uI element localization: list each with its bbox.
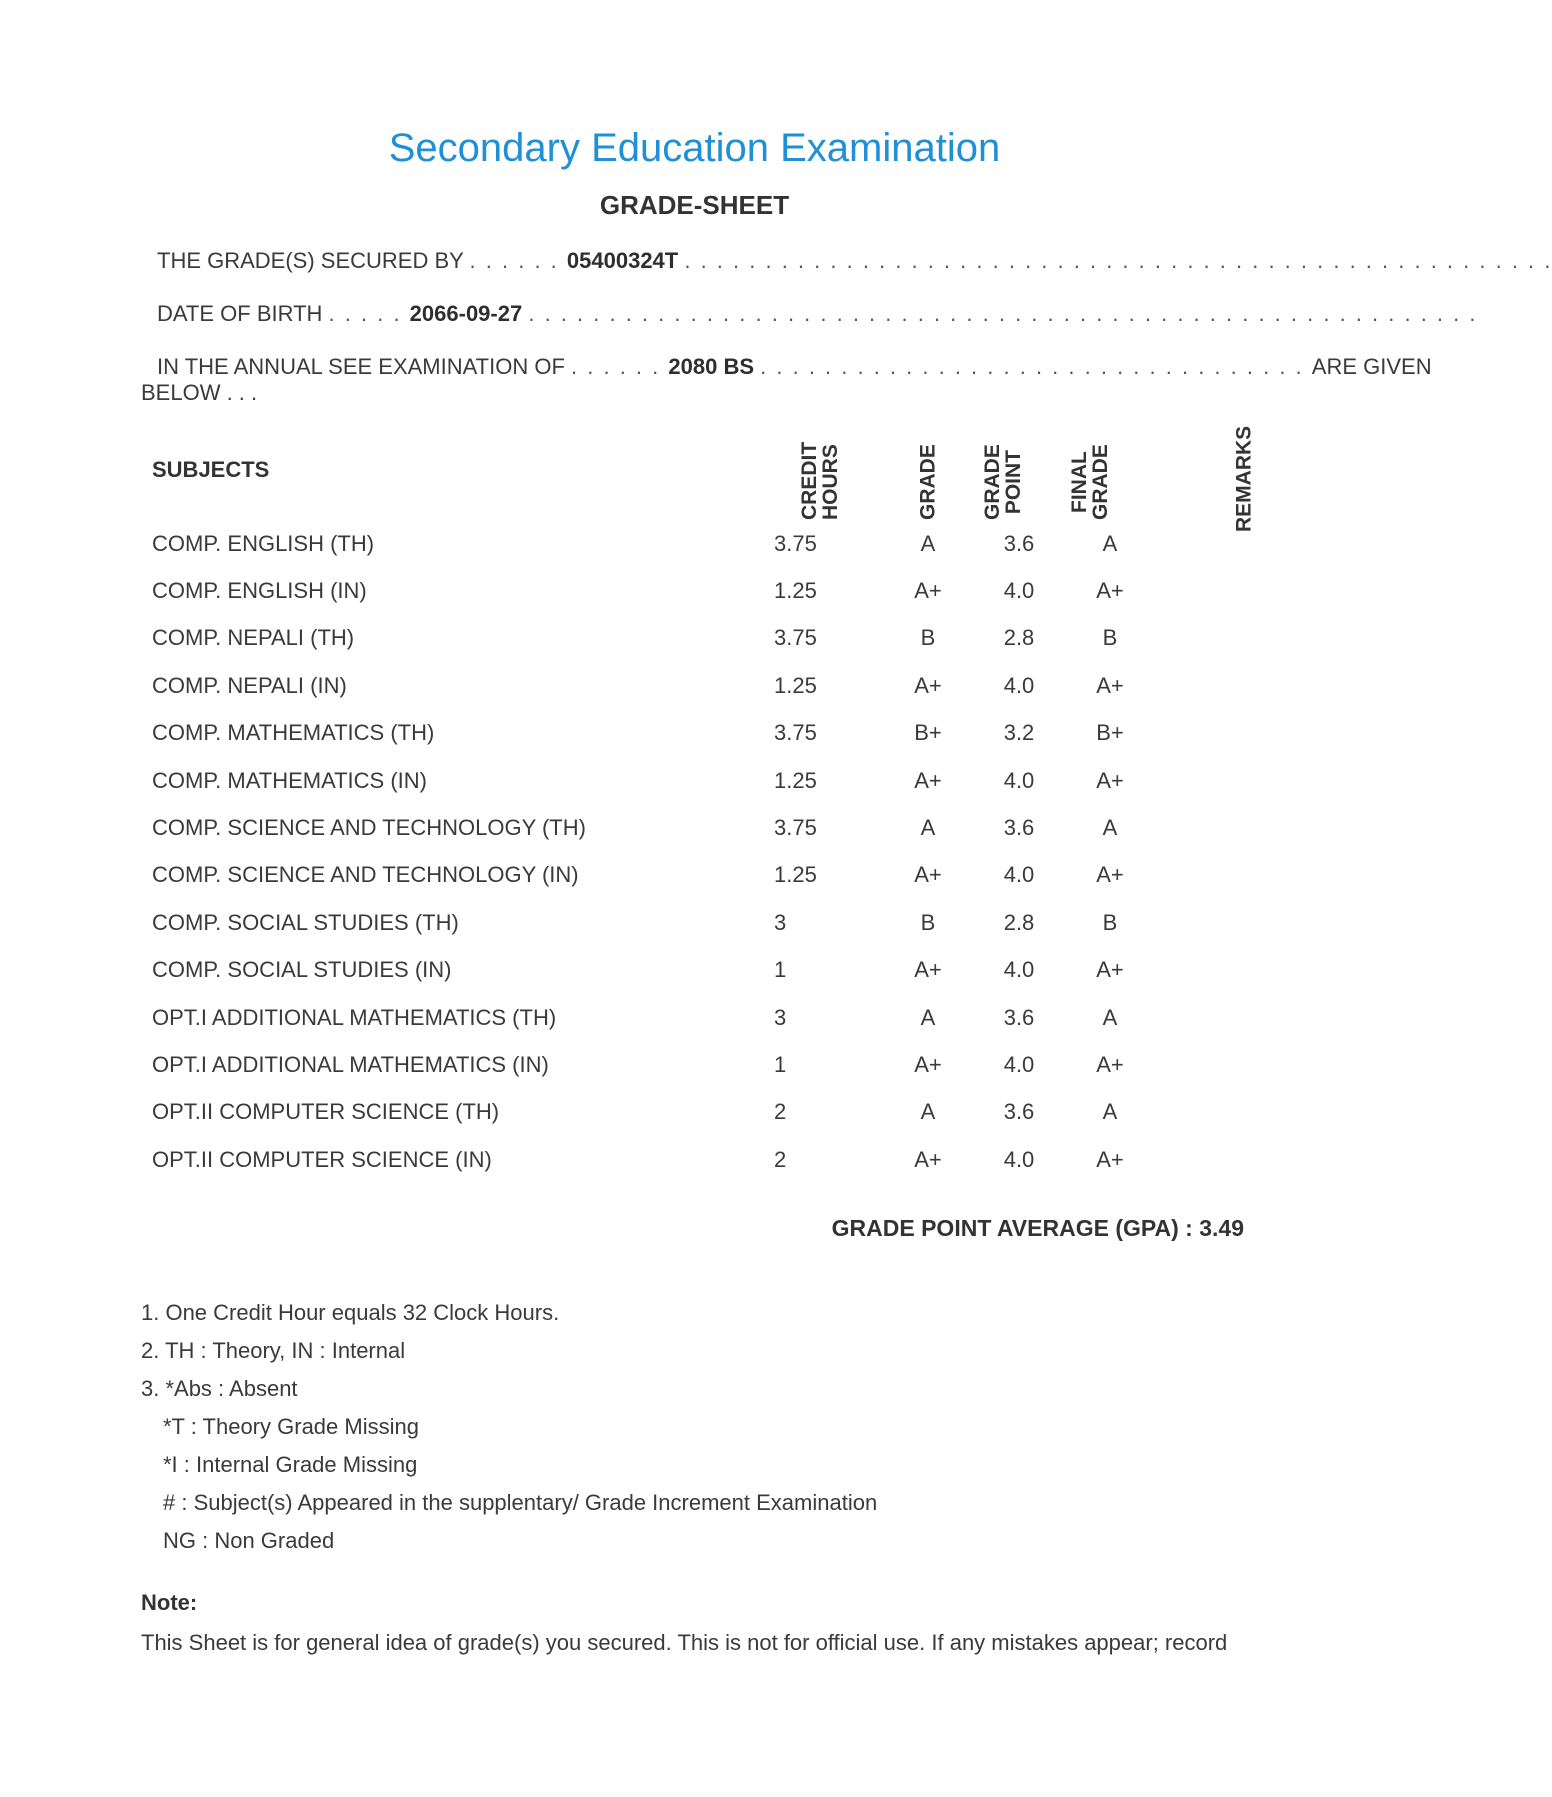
subject-cell: OPT.I ADDITIONAL MATHEMATICS (IN) [152,1051,549,1077]
grade-point-cell: 3.6 [1003,1099,1035,1125]
remarks-cell [1156,947,1286,994]
subject-cell: COMP. MATHEMATICS (TH) [152,720,435,746]
header-subjects: SUBJECTS [152,457,270,482]
final-grade-cell: A [1102,1004,1118,1030]
grade-point-cell: 2.8 [1003,625,1035,651]
grade-cell: B+ [914,720,942,746]
grade-cell: B [920,625,936,651]
subject-cell: COMP. SOCIAL STUDIES (TH) [152,909,459,935]
remarks-cell [1156,520,1286,567]
grade-point-cell: 4.0 [1003,957,1035,983]
grade-point-cell: 2.8 [1003,909,1035,935]
grades-table [141,420,1286,1183]
subject-cell: COMP. SCIENCE AND TECHNOLOGY (TH) [152,815,586,841]
credit-hours-cell: 3.75 [774,815,817,841]
dob-value: 2066-09-27 [409,301,523,326]
credit-hours-cell: 1.25 [774,578,817,604]
exam-line: IN THE ANNUAL SEE EXAMINATION OF . . . . . . 2080 BS . . . . . . . . . . . . . . . . . . . . . . . . . . . . . . . . . . ARE GIVEN [157,354,1432,379]
grade-cell: A+ [914,767,942,793]
grade-point-cell: 4.0 [1003,767,1035,793]
grade-cell: B [920,909,936,935]
subject-cell: OPT.I ADDITIONAL MATHEMATICS (TH) [152,1004,557,1030]
subject-cell: COMP. NEPALI (IN) [152,672,347,698]
remarks-cell [1156,710,1286,757]
table-row [141,1089,1286,1136]
final-grade-cell: A+ [1096,672,1124,698]
grade-cell: A+ [914,672,942,698]
grade-cell: A+ [914,578,942,604]
subject-cell: COMP. NEPALI (TH) [152,625,355,651]
page-title: Secondary Education Examination [388,126,1001,170]
below-label: BELOW . . . [141,380,258,405]
table-row [141,567,1286,614]
legend-item: 3. *Abs : Absent [141,1376,298,1401]
grade-cell: A+ [914,1146,942,1172]
dob-line: DATE OF BIRTH . . . . . 2066-09-27 . . . . . . . . . . . . . . . . . . . . . . . . . . . . . . . . . . . . . . . . . . . . . . . . . . . . . . . . . . . [157,301,1478,326]
subject-cell: OPT.II COMPUTER SCIENCE (TH) [152,1099,500,1125]
subject-cell: COMP. SCIENCE AND TECHNOLOGY (IN) [152,862,579,888]
exam-year: 2080 BS [668,354,755,379]
grade-point-cell: 4.0 [1003,672,1035,698]
credit-hours-cell: 3.75 [774,530,817,556]
subject-cell: OPT.II COMPUTER SCIENCE (IN) [152,1146,492,1172]
grade-point-cell: 4.0 [1003,578,1035,604]
final-grade-cell: A [1102,815,1118,841]
credit-hours-cell: 1.25 [774,862,817,888]
remarks-cell [1156,1041,1286,1088]
table-row [141,615,1286,662]
header-remarks: REMARKS [1232,425,1256,532]
credit-hours-cell: 2 [774,1146,787,1172]
gpa-summary: GRADE POINT AVERAGE (GPA) : 3.49 [831,1215,1244,1241]
legend-notes [141,1294,877,1560]
grade-cell: A [920,530,936,556]
credit-hours-cell: 3.75 [774,625,817,651]
legend-item: # : Subject(s) Appeared in the supplentary/ Grade Increment Examination [163,1490,878,1515]
grade-cell: A+ [914,1051,942,1077]
grade-point-cell: 4.0 [1003,1051,1035,1077]
table-row [141,710,1286,757]
legend-item: 2. TH : Theory, IN : Internal [141,1338,406,1363]
header-grade: GRADE [916,444,940,520]
symbol-number: 05400324T [566,248,679,273]
remarks-cell [1156,567,1286,614]
final-grade-cell: A [1102,530,1118,556]
remarks-cell [1156,615,1286,662]
legend-item: *T : Theory Grade Missing [163,1414,419,1439]
table-row [141,852,1286,899]
final-grade-cell: A+ [1096,578,1124,604]
grade-cell: A+ [914,957,942,983]
legend-item: 1. One Credit Hour equals 32 Clock Hours. [141,1300,560,1325]
credit-hours-cell: 1.25 [774,672,817,698]
final-grade-cell: B [1102,909,1118,935]
credit-hours-cell: 1.25 [774,767,817,793]
grade-point-cell: 3.6 [1003,815,1035,841]
dob-label: DATE OF BIRTH [157,301,323,326]
subject-cell: COMP. MATHEMATICS (IN) [152,767,427,793]
remarks-cell [1156,899,1286,946]
exam-label: IN THE ANNUAL SEE EXAMINATION OF [157,354,565,379]
note-heading: Note: [141,1590,198,1615]
subject-cell: COMP. ENGLISH (TH) [152,530,375,556]
grade-point-cell: 4.0 [1003,862,1035,888]
grade-point-cell: 4.0 [1003,1146,1035,1172]
legend-item: *I : Internal Grade Missing [163,1452,418,1477]
subject-cell: COMP. SOCIAL STUDIES (IN) [152,957,452,983]
table-row [141,1136,1286,1183]
table-row [141,757,1286,804]
table-row [141,520,1286,567]
header-grade-point: GRADE POINT [980,444,1025,520]
table-row [141,1041,1286,1088]
final-grade-cell: A+ [1096,957,1124,983]
grade-point-cell: 3.6 [1003,1004,1035,1030]
credit-hours-cell: 1 [774,957,787,983]
table-header-row [141,420,1286,520]
final-grade-cell: B+ [1096,720,1124,746]
final-grade-cell: B [1102,625,1118,651]
grade-cell: A [920,1099,936,1125]
grade-point-cell: 3.2 [1003,720,1035,746]
subject-cell: COMP. ENGLISH (IN) [152,578,367,604]
table-row [141,662,1286,709]
credit-hours-cell: 3.75 [774,720,817,746]
credit-hours-cell: 2 [774,1099,787,1125]
credit-hours-cell: 3 [774,1004,787,1030]
final-grade-cell: A+ [1096,862,1124,888]
given-label: ARE GIVEN [1311,354,1432,379]
page-subtitle: GRADE-SHEET [599,190,790,220]
final-grade-cell: A+ [1096,1051,1124,1077]
table-row [141,994,1286,1041]
legend-item: NG : Non Graded [163,1528,335,1553]
grade-cell: A+ [914,862,942,888]
final-grade-cell: A+ [1096,767,1124,793]
table-row [141,947,1286,994]
remarks-cell [1156,1089,1286,1136]
remarks-cell [1156,994,1286,1041]
credit-hours-cell: 1 [774,1051,787,1077]
table-row [141,899,1286,946]
secured-by-line: THE GRADE(S) SECURED BY . . . . . . 05400324T . . . . . . . . . . . . . . . . . . . . . . . . . . . . . . . . . . . . . . . . . . . . . . . . . . . . . . [157,248,1552,273]
header-credit-hours: CREDIT HOURS [798,441,842,520]
note-text: This Sheet is for general idea of grade(s) you secured. This is not for official use. If any mistakes appear; record [141,1630,1228,1655]
remarks-cell [1156,662,1286,709]
remarks-cell [1156,757,1286,804]
grade-point-cell: 3.6 [1003,530,1035,556]
credit-hours-cell: 3 [774,909,787,935]
grade-cell: A [920,1004,936,1030]
remarks-cell [1156,852,1286,899]
remarks-cell [1156,1136,1286,1183]
final-grade-cell: A+ [1096,1146,1124,1172]
final-grade-cell: A [1102,1099,1118,1125]
grade-cell: A [920,815,936,841]
header-final-grade: FINAL GRADE [1067,444,1112,520]
table-row [141,804,1286,851]
secured-by-label: THE GRADE(S) SECURED BY [157,248,464,273]
remarks-cell [1156,804,1286,851]
